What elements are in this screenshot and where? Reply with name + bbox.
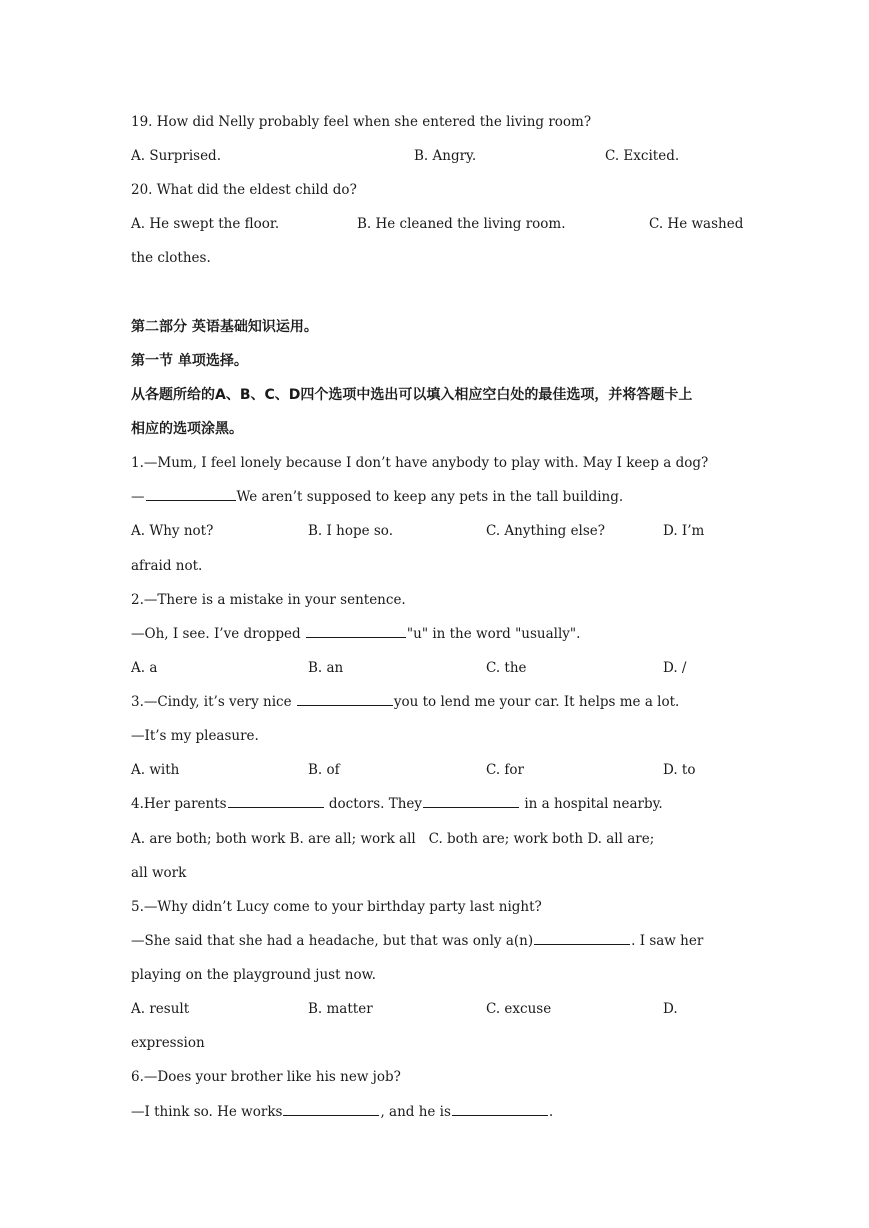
answer-blank: [283, 1102, 379, 1116]
question-2-options: [131, 658, 743, 678]
option-d: D. I’m: [663, 523, 705, 539]
option-c: C. the: [486, 660, 527, 676]
question-4-options: A. are both; both work B. are all; work all C. both are; work both D. all are;: [131, 831, 655, 847]
question-6-stem: 6.—Does your brother like his new job?: [131, 1069, 401, 1085]
answer-blank: [306, 624, 406, 638]
question-20-stem: 20. What did the eldest child do?: [131, 182, 357, 198]
question-1-response: — We aren’t supposed to keep any pets in the tall building.: [131, 489, 624, 505]
option-d: D. to: [663, 762, 696, 778]
question-20-options-wrap: the clothes.: [131, 250, 211, 266]
instructions-line-2: 相应的选项涂黑。: [131, 421, 243, 437]
option-c: C. Excited.: [605, 148, 680, 164]
option-a: A. a: [131, 660, 158, 676]
option-c: C. He washed: [649, 216, 744, 232]
question-3-stem: 3.—Cindy, it’s very nice you to lend me your car. It helps me a lot.: [131, 694, 680, 710]
question-5-stem: 5.—Why didn’t Lucy come to your birthday party last night?: [131, 899, 542, 915]
question-1-options: [131, 521, 743, 541]
question-2-stem: 2.—There is a mistake in your sentence.: [131, 592, 406, 608]
question-2-response: —Oh, I see. I’ve dropped "u" in the word "usually".: [131, 626, 581, 642]
option-b: B. Angry.: [414, 148, 477, 164]
option-a: A. He swept the floor.: [131, 216, 280, 232]
question-19-stem: 19. How did Nelly probably feel when she entered the living room?: [131, 114, 592, 130]
part-heading: 第二部分 英语基础知识运用。: [131, 319, 318, 335]
section-heading: 第一节 单项选择。: [131, 353, 248, 369]
option-d: D. /: [663, 660, 687, 676]
option-d: D.: [663, 1001, 678, 1017]
question-5-options: [131, 999, 743, 1019]
question-4-options-wrap: all work: [131, 865, 187, 881]
question-5-response: —She said that she had a headache, but that was only a(n) . I saw her: [131, 933, 704, 949]
answer-blank: [534, 931, 630, 945]
question-4-stem: 4.Her parents doctors. They in a hospital nearby.: [131, 796, 663, 812]
answer-blank: [452, 1102, 548, 1116]
question-3-options: [131, 760, 743, 780]
question-1-stem: 1.—Mum, I feel lonely because I don’t have anybody to play with. May I keep a dog?: [131, 455, 709, 471]
question-19-options: [131, 146, 743, 166]
option-b: B. of: [308, 762, 340, 778]
option-b: B. I hope so.: [308, 523, 393, 539]
answer-blank: [423, 794, 519, 808]
option-b: B. matter: [308, 1001, 373, 1017]
question-20-options: [131, 214, 743, 234]
option-a: A. Why not?: [131, 523, 214, 539]
option-b: B. He cleaned the living room.: [357, 216, 566, 232]
question-3-response: —It’s my pleasure.: [131, 728, 259, 744]
answer-blank: [146, 487, 236, 501]
option-a: A. result: [131, 1001, 190, 1017]
answer-blank: [297, 692, 393, 706]
option-c: C. for: [486, 762, 525, 778]
option-a: A. Surprised.: [131, 148, 221, 164]
question-5-options-wrap: expression: [131, 1035, 205, 1051]
option-c: C. Anything else?: [486, 523, 606, 539]
option-a: A. with: [131, 762, 180, 778]
question-5-response-wrap: playing on the playground just now.: [131, 967, 376, 983]
option-b: B. an: [308, 660, 344, 676]
answer-blank: [228, 794, 324, 808]
question-6-response: —I think so. He works , and he is .: [131, 1104, 554, 1120]
instructions-line-1: 从各题所给的A、B、C、D四个选项中选出可以填入相应空白处的最佳选项，并将答题卡上: [131, 387, 693, 403]
option-c: C. excuse: [486, 1001, 552, 1017]
question-1-options-wrap: afraid not.: [131, 558, 203, 574]
